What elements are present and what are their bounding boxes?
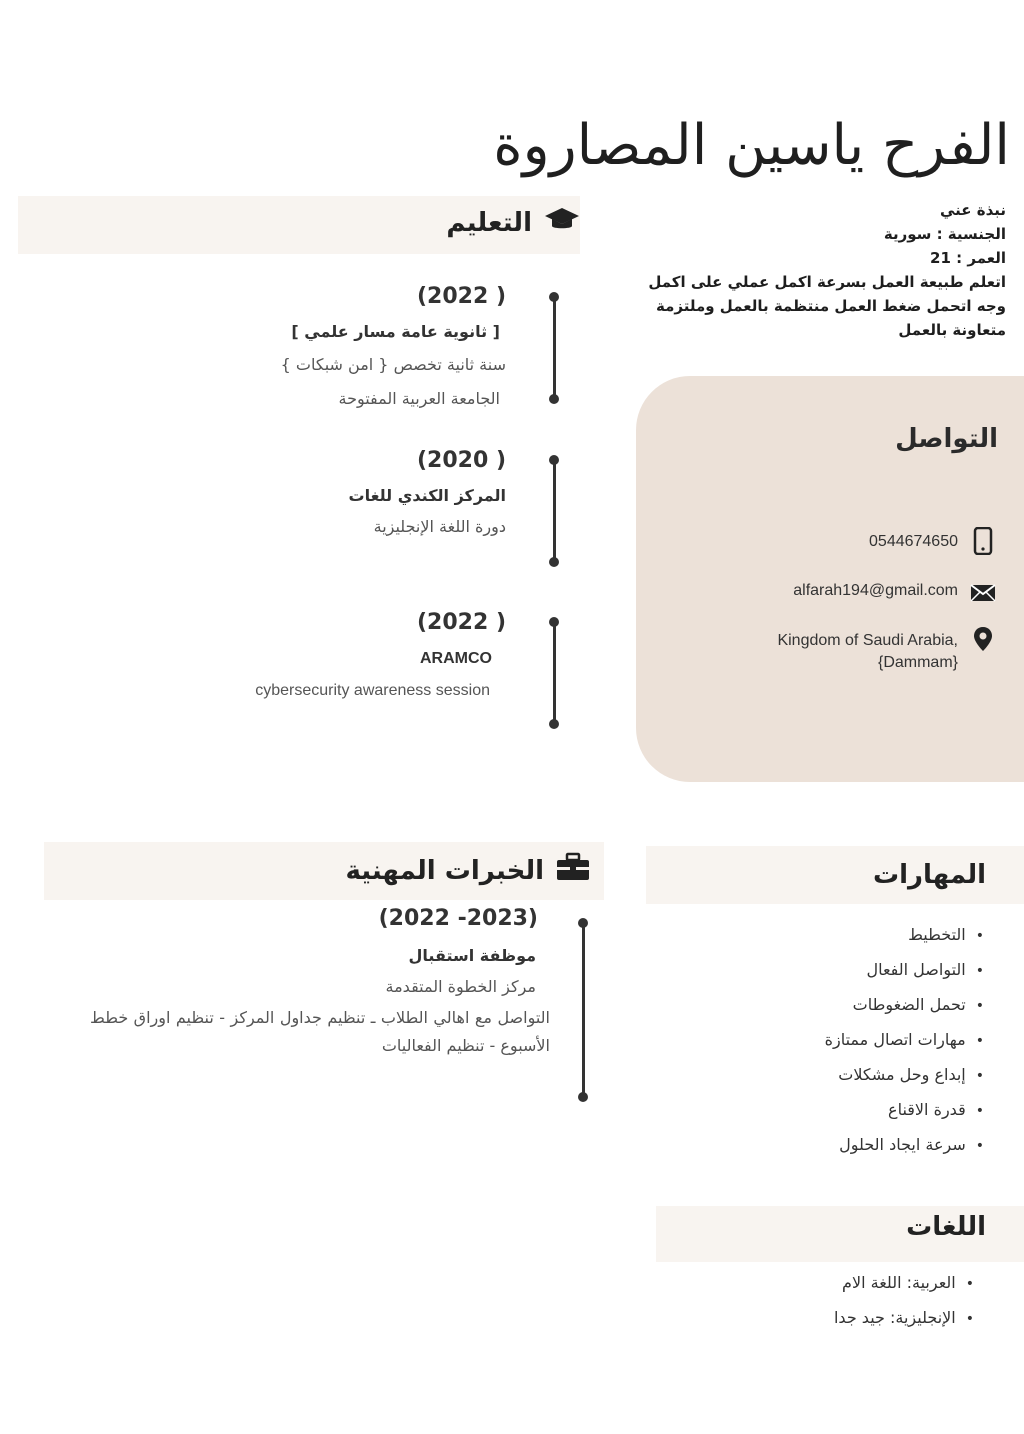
location-pin-icon: [970, 626, 996, 652]
contact-title: التواصل: [895, 424, 998, 454]
phone-icon: [970, 528, 996, 554]
experience-entry-title: موظفة استقبال: [408, 946, 536, 965]
languages-title: اللغات: [906, 1212, 986, 1242]
education-year: (2022 ): [417, 610, 506, 635]
contact-location-line1: Kingdom of Saudi Arabia,: [777, 632, 958, 649]
contact-phone-row: [676, 528, 996, 554]
experience-title: الخبرات المهنية: [345, 855, 544, 886]
briefcase-icon: [556, 852, 590, 889]
about-nationality: الجنسية : سورية: [883, 225, 1006, 243]
skill-item: • إبداع وحل مشكلات: [825, 1058, 984, 1093]
contact-email-row: [676, 580, 996, 606]
contact-location-line2: {Dammam}: [877, 654, 958, 671]
timeline-dot: [549, 292, 559, 302]
timeline-dot: [578, 918, 588, 928]
education-entry-line: الجامعة العربية المفتوحة: [338, 389, 500, 408]
contact-location-row: [676, 626, 996, 674]
timeline-line-2: [553, 460, 556, 562]
education-title: التعليم: [446, 207, 532, 238]
skill-item: • سرعة ايجاد الحلول: [825, 1128, 984, 1163]
language-item: • العربية: اللغة الام: [834, 1266, 974, 1301]
timeline-dot: [549, 617, 559, 627]
education-entry-line: cybersecurity awareness session: [255, 682, 490, 699]
contact-location: [777, 630, 958, 674]
education-entry-title: المركز الكندي للغات: [348, 486, 506, 505]
education-entry-line: دورة اللغة الإنجليزية: [373, 517, 506, 536]
timeline-dot: [549, 394, 559, 404]
timeline-dot: [578, 1092, 588, 1102]
skills-header: [873, 860, 986, 890]
education-entry-title: [ ثانوية عامة مسار علمي ]: [291, 322, 500, 341]
language-item: • الإنجليزية: جيد جدا: [834, 1301, 974, 1336]
contact-phone[interactable]: 0544674650: [869, 533, 958, 550]
education-entry-title: ARAMCO: [420, 650, 492, 667]
timeline-line-4: [582, 924, 585, 1096]
languages-header: [906, 1212, 986, 1242]
skill-item: • تحمل الضغوطات: [825, 988, 984, 1023]
experience-entry-place: مركز الخطوة المتقدمة: [385, 977, 536, 996]
about-heading: نبذة عني: [939, 201, 1006, 219]
experience-header: [345, 852, 590, 889]
about-description: اتعلم طبيعة العمل بسرعة اكمل عملي على اكمل وجه اتحمل ضغط العمل منتظمة بالعمل وملتزمة متعاونة بالعمل: [648, 273, 1006, 339]
education-year: (2020 ): [417, 448, 506, 473]
skills-list: [825, 918, 984, 1163]
timeline-dot: [549, 455, 559, 465]
education-header: [446, 206, 580, 239]
timeline-dot: [549, 719, 559, 729]
page-title: الفرح ياسين المصاروة: [493, 113, 1010, 178]
contact-email[interactable]: alfarah194@gmail.com: [793, 582, 958, 599]
timeline-line-3: [553, 622, 556, 724]
graduation-cap-icon: [544, 206, 580, 239]
skill-item: • مهارات اتصال ممتازة: [825, 1023, 984, 1058]
education-entry-line: سنة ثانية تخصص { امن شبكات }: [280, 355, 506, 374]
languages-list: [834, 1266, 974, 1336]
skill-item: • قدرة الاقناع: [825, 1093, 984, 1128]
education-year: (2022 ): [417, 284, 506, 309]
mail-icon: [970, 580, 996, 606]
timeline-dot: [549, 557, 559, 567]
experience-year: (2022 -2023): [378, 906, 538, 931]
experience-entry-desc: التواصل مع اهالي الطلاب ـ تنظيم جداول المركز - تنظيم اوراق خطط الأسبوع - تنظيم الفعاليات: [90, 1008, 550, 1055]
about-age: العمر : 21: [930, 249, 1006, 267]
timeline-line-1: [553, 298, 556, 400]
skill-item: • التخطيط: [825, 918, 984, 953]
skill-item: • التواصل الفعال: [825, 953, 984, 988]
skills-title: المهارات: [872, 860, 986, 890]
about-section: [646, 198, 1006, 342]
